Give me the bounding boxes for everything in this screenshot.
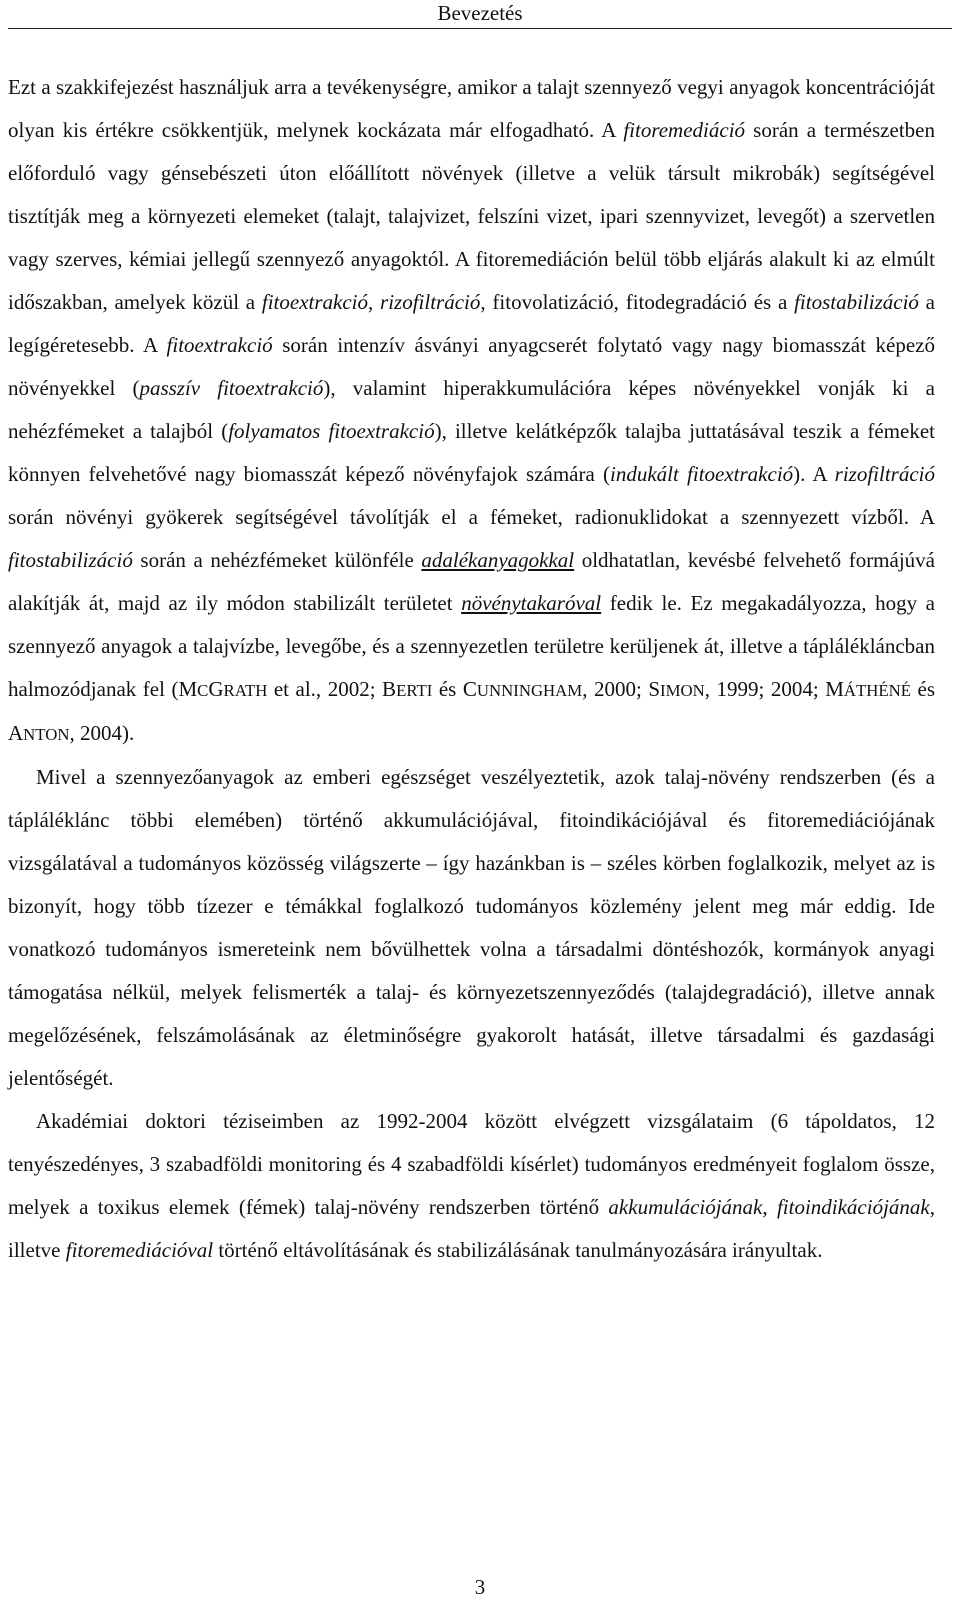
text-run: során a természetben előforduló vagy génsebészeti úton előállított növények (illetve a velük társult mikrobák) segítségével tisztítják meg a környezeti elemeket (talajt, talajvizet, felszíni vizet, ipari szennyvizet, levegőt) a szervetlen vagy szerves, kémiai jellegű szennyező anyagoktól. A fitoremediáción belül több eljárás alakult ki az elmúlt időszakban, amelyek közül a — [8, 118, 935, 314]
text-run: ). A — [793, 462, 835, 486]
running-header — [8, 0, 952, 29]
text-run: , illetve — [8, 1195, 935, 1262]
text-run: UNNINGHAM — [476, 681, 583, 700]
text-run: fitoremediáció — [623, 118, 746, 142]
text-run: során a nehézfémeket különféle — [132, 548, 422, 572]
text-run: fitoindikációjának — [776, 1195, 930, 1219]
text-run: , — [762, 1195, 777, 1219]
chapter-title: Bevezetés — [437, 1, 523, 25]
document-body — [8, 66, 935, 1272]
text-run: Mivel a szennyezőanyagok az emberi egészséget veszélyeztetik, azok talaj-növény rendszerben (és a tápláléklánc többi elemében) történő akkumulációjával, fitoindikációjával és fitoremediációjának vizsgálatával a tudományos közösség világszerte – így hazánkban is – széles körben foglalkozik, melyet az is bizonyít, hogy több tízezer e témákkal foglalkozó tudományos közlemény jelent meg már eddig. Ide vonatkozó tudományos ismereteink nem bővülhettek volna a társadalmi döntéshozók, kormányok anyagi támogatása nélkül, melyek felismerték a talaj- és környezetszennyeződés (talajdegradáció), illetve annak megelőzésének, felszámolásának az életminőségre gyakorolt hatását, illetve társadalmi és gazdasági jelentőségét. — [8, 765, 935, 1090]
text-run: , 2004). — [69, 721, 135, 745]
text-run: fitostabilizáció — [794, 290, 919, 314]
text-run: NTON — [23, 725, 70, 744]
text-run: ÁTHÉNÉ — [843, 681, 912, 700]
text-run: , fitovolatizáció, fitodegradáció és a — [480, 290, 795, 314]
text-run: növénytakaróval — [461, 591, 602, 615]
text-run: indukált fitoextrakció — [610, 462, 794, 486]
text-run: G — [208, 677, 224, 701]
body-paragraph — [8, 756, 935, 1100]
text-run: fitoextrakció — [261, 290, 369, 314]
text-run: , 2000; S — [582, 677, 661, 701]
page-number: 3 — [474, 1575, 486, 1599]
text-run: a legígéretesebb. A — [8, 290, 936, 357]
text-run: fedik le. Ez megakadályozza, hogy a szennyező anyagok a talajvízbe, levegőbe, és a szennyezetlen területre kerüljenek át, illetve a táplálékláncban halmozódjanak fel (M — [8, 591, 936, 701]
text-run: C — [197, 681, 209, 700]
body-paragraph — [8, 1100, 935, 1272]
text-run: ERTI — [396, 681, 433, 700]
text-run: fitoextrakció — [166, 333, 273, 357]
text-run: , — [368, 290, 381, 314]
text-run: rizofiltráció — [834, 462, 936, 486]
text-run: ), illetve kelátképzők talajba juttatásával teszik a fémeket könnyen felvehetővé nagy biomasszát képező növényfajok számára ( — [8, 419, 935, 486]
text-run: és C — [432, 677, 477, 701]
text-run: IMON — [660, 681, 705, 700]
text-run: során növényi gyökerek segítségével távolítják el a fémeket, radionuklidokat a szennyezett vízből. A — [8, 505, 935, 529]
text-run: , 1999; 2004; M — [704, 677, 844, 701]
text-run: folyamatos fitoextrakció — [228, 419, 435, 443]
text-run: rizofiltráció — [380, 290, 481, 314]
text-run: passzív fitoextrakció — [139, 376, 324, 400]
body-paragraph — [8, 66, 935, 756]
text-run: történő eltávolításának és stabilizálásának tanulmányozására irányultak. — [213, 1238, 823, 1262]
text-run: fitoremediációval — [65, 1238, 214, 1262]
text-run: során intenzív ásványi anyagcserét folytató vagy nagy biomasszát képező növényekkel ( — [8, 333, 935, 400]
text-run: ), valamint hiperakkumulációra képes növényekkel vonják ki a nehézfémeket a talajból ( — [8, 376, 935, 443]
text-run: és A — [8, 677, 936, 745]
text-run: oldhatatlan, kevésbé felvehető formájúvá alakítják át, majd az ily módon stabilizált területet — [8, 548, 935, 615]
text-run: adalékanyagokkal — [421, 548, 575, 572]
text-run: Ezt a szakkifejezést használjuk arra a tevékenységre, amikor a talajt szennyező vegyi anyagok koncentrációját olyan kis értékre csökkentjük, melynek kockázata már elfogadható. A — [8, 75, 935, 142]
text-run: RATH — [223, 681, 268, 700]
text-run: akkumulációjának — [608, 1195, 763, 1219]
text-run: fitostabilizáció — [8, 548, 133, 572]
text-run: Akadémiai doktori téziseimben az 1992-2004 között elvégzett vizsgálataim (6 tápoldatos, 12 tenyészedényes, 3 szabadföldi monitoring és 4 szabadföldi kísérlet) tudományos eredményeit foglalom össze, melyek a toxikus elemek (fémek) talaj-növény rendszerben történő — [8, 1109, 935, 1219]
text-run: et al., 2002; B — [267, 677, 397, 701]
